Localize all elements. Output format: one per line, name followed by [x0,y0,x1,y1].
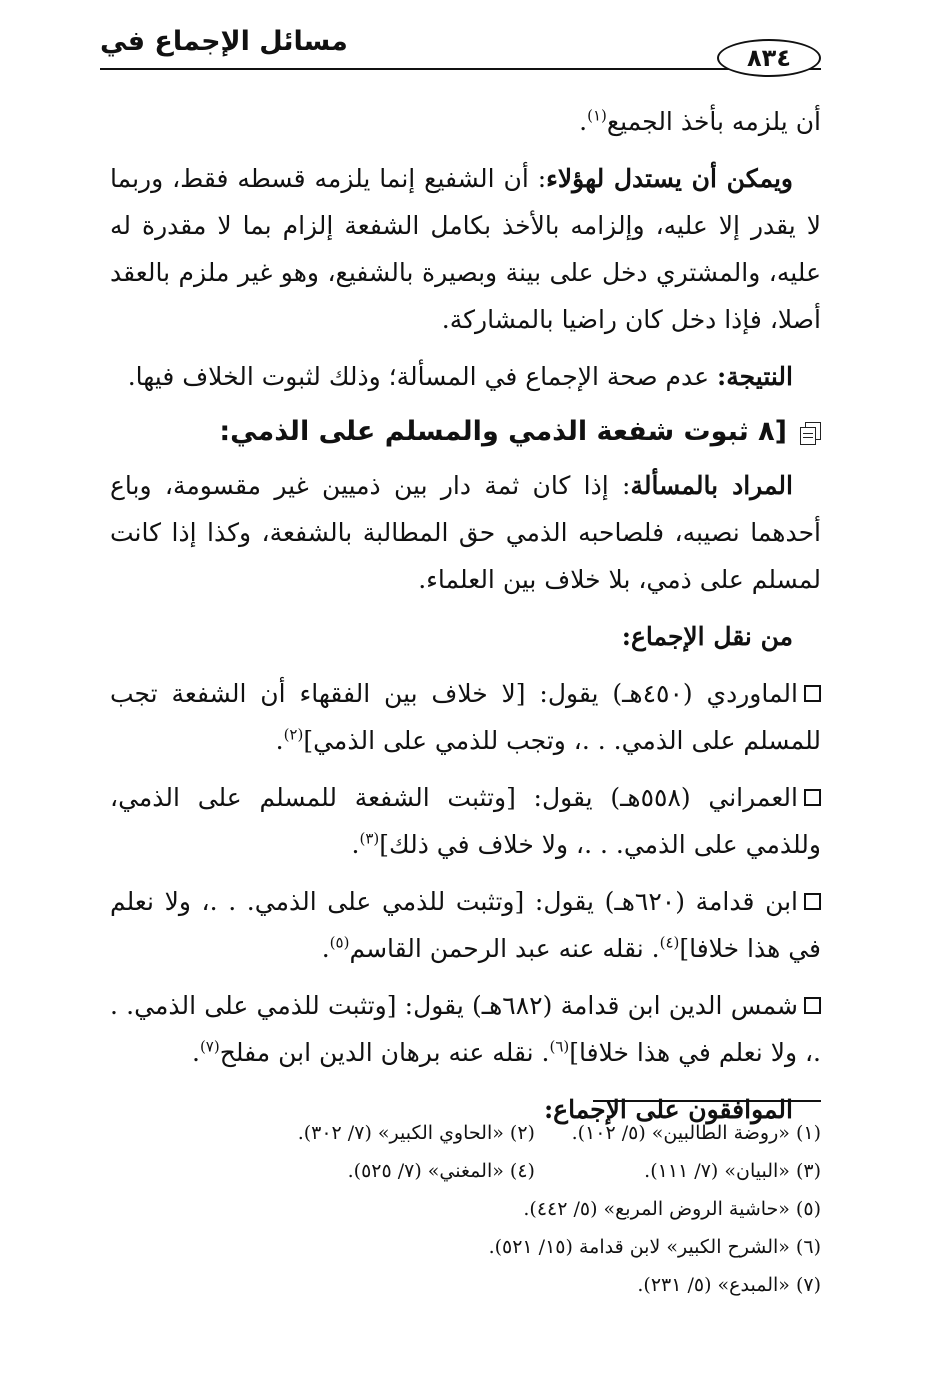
footnote-item: (٦) «الشرح الكبير» لابن قدامة (١٥/ ٥٢١). [488,1236,821,1258]
quote-shams-ibn-qudama: شمس الدين ابن قدامة (٦٨٢هـ) يقول: [وتثبت للذمي على الذمي. . .، ولا نعلم في هذا خلافا]$^{(٦)}$. نقله عنه برهان الدين ابن مفلح$^{(٧)}$. [110,991,821,1067]
footnote-separator [593,1100,821,1102]
footnote-item: (١) «روضة الطالبين» (٥/ ١٠٢). [571,1122,821,1144]
paragraph-continuation: أن يلزمه بأخذ الجميع$^{(١)}$. [579,106,821,136]
checkbox-square-icon [804,893,821,910]
meaning-label: المراد بالمسألة [630,471,793,500]
section-copy-icon [799,422,821,444]
quote-ibn-qudama: ابن قدامة (٦٢٠هـ) يقول: [وتثبت للذمي على الذمي. . .، ولا نعلم في هذا خلافا]$^{(٤)}$. نقله عنه عبد الرحمن القاسم$^{(٥)}$. [110,887,821,963]
footnote-ref: (٧) [199,1037,220,1056]
paragraph-meaning: المراد بالمسألة: إذا كان ثمة دار بين ذميين غير مقسومة، وباع أحدهما نصيبه، فلصاحبه الذمي حق المطالبة بالشفعة، وكذا إذا كانت لمسلم على ذمي، بلا خلاف بين العلماء. [110,471,821,594]
main-text [110,98,821,1133]
checkbox-square-icon [804,789,821,806]
footnote-ref: (٣) [359,829,380,848]
footnote-row [100,1114,821,1152]
footnote-item: (٣) «البيان» (٧/ ١١١). [644,1160,821,1182]
running-title: مسائل الإجماع في [100,26,348,57]
paragraph-result: النتيجة: عدم صحة الإجماع في المسألة؛ وذلك لثبوت الخلاف فيها. [127,362,793,391]
page-header [100,18,821,78]
footnote-ref: (١) [587,106,607,125]
transmitters-heading: من نقل الإجماع: [621,622,793,651]
checkbox-square-icon [804,685,821,702]
section-heading [110,406,821,458]
agreers-heading: الموافقون على الإجماع: [543,1095,793,1124]
quote-imrani: العمراني (٥٥٨هـ) يقول: [وتثبت الشفعة للمسلم على الذمي، وللذمي على الذمي. . .، ولا خلاف في ذلك]$^{(٣)}$. [110,783,821,859]
footnote-row [100,1152,821,1190]
footnote-ref: (٤) [659,933,680,952]
section-title: [٨ ثبوت شفعة الذمي والمسلم على الذمي: [219,416,787,447]
footnote-ref: (٥) [329,933,350,952]
quote-mawardi: الماوردي (٤٥٠هـ) يقول: [لا خلاف بين الفقهاء أن الشفعة تجب للمسلم على الذمي. . .، وتجب للذمي على الذمي]$^{(٢)}$. [110,679,821,755]
argument-label: ويمكن أن يستدل لهؤلاء [546,164,793,193]
checkbox-square-icon [804,997,821,1014]
paragraph-argument: ويمكن أن يستدل لهؤلاء: أن الشفيع إنما يلزمه قسطه فقط، وربما لا يقدر إلا عليه، وإلزامه بالأخذ بكامل الشفعة إلزام بما لا مقدرة له عليه، والمشتري دخل على بينة وبصيرة بالشفيع، وهو غير ملزم بالعقد أصلا، فإذا دخل كان راضيا بالمشاركة. [110,164,821,334]
footnote-item: (٧) «المبدع» (٥/ ٢٣١). [637,1274,821,1296]
footnote-item: (٢) «الحاوي الكبير» (٧/ ٣٠٢). [297,1122,535,1144]
footnote-item: (٥) «حاشية الروض المربع» (٥/ ٤٤٢). [523,1198,821,1220]
header-rule [100,68,821,70]
footnote-ref: (٢) [283,725,304,744]
footnote-item: (٤) «المغني» (٧/ ٥٢٥). [347,1160,535,1182]
result-label: النتيجة: [717,362,793,391]
page-number: ٨٣٤ [717,39,821,77]
footnote-ref: (٦) [549,1037,570,1056]
footnotes [100,1114,821,1304]
